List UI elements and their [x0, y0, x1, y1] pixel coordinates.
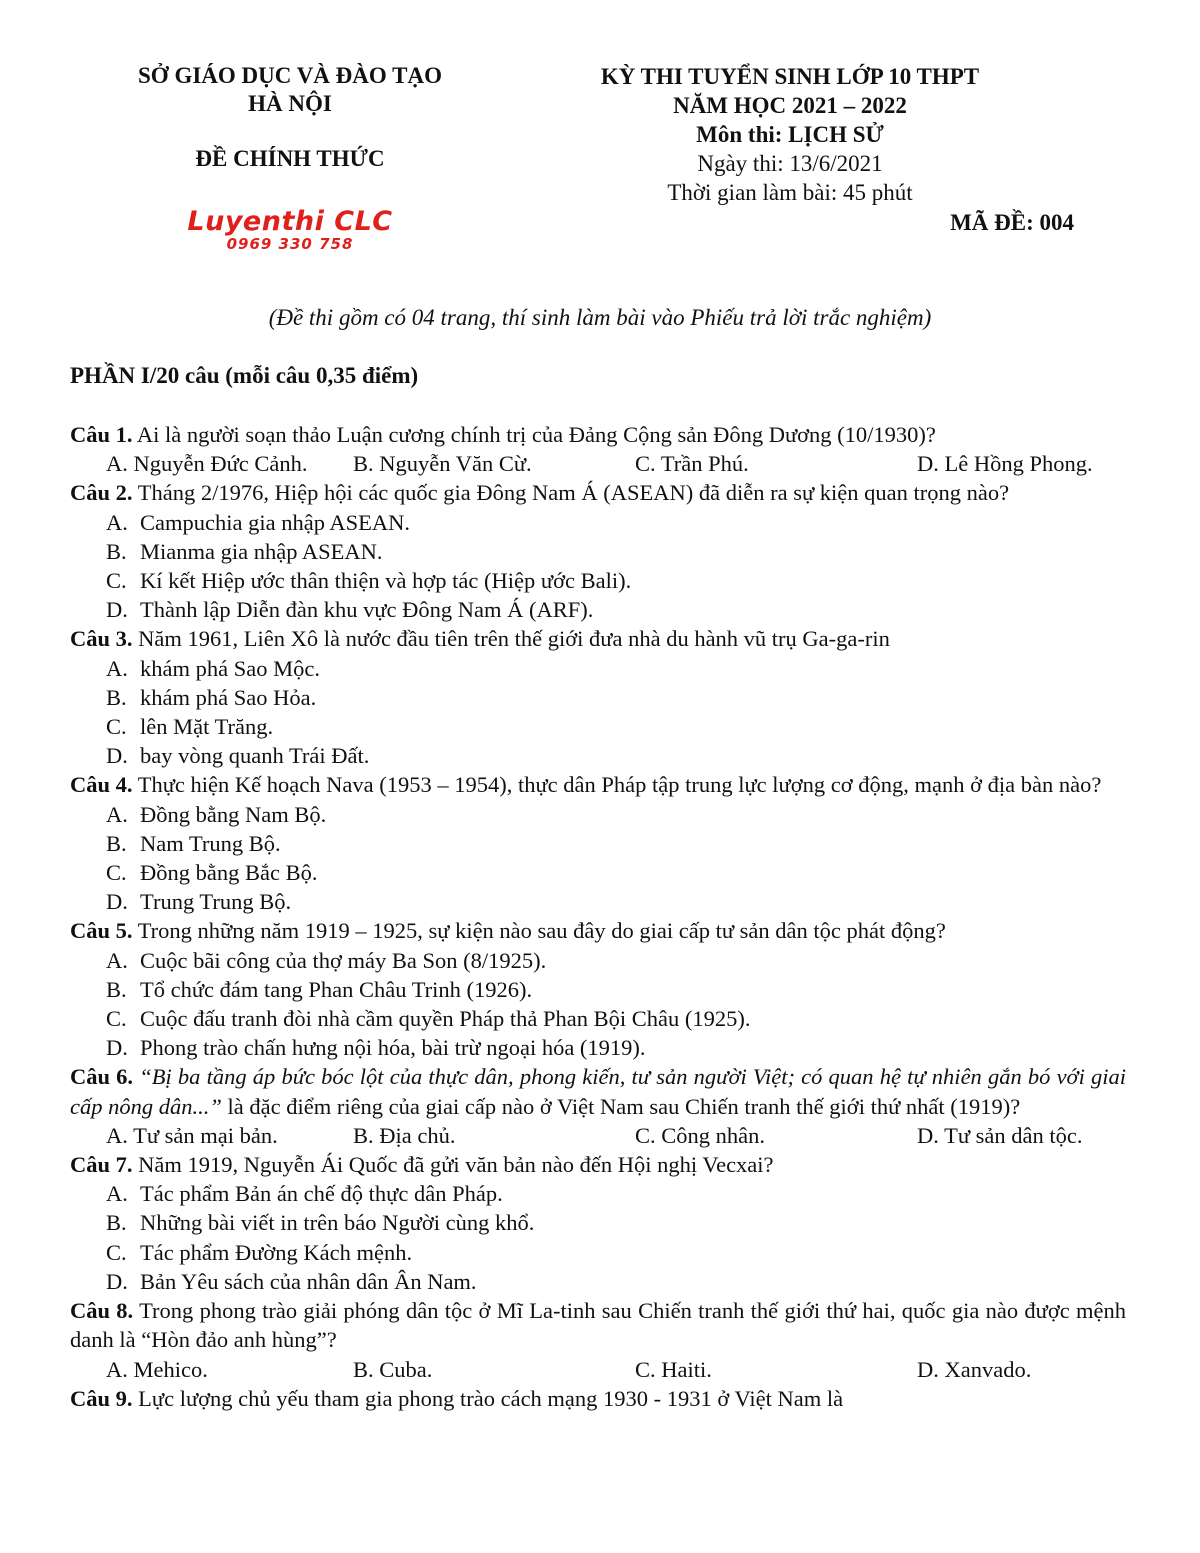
- question-text: Năm 1919, Nguyễn Ái Quốc đã gửi văn bản nào đến Hội nghị Vecxai?: [132, 1152, 774, 1178]
- option-a: A. Nguyễn Đức Cảnh.: [106, 451, 308, 477]
- option-a: A. khám phá Sao Mộc.: [106, 655, 320, 681]
- option-c: C. lên Mặt Trăng.: [106, 714, 274, 740]
- question-number: Câu 5.: [70, 918, 133, 944]
- question-number: Câu 4.: [70, 772, 133, 798]
- exam-code: MÃ ĐỀ: 004: [950, 210, 1074, 235]
- subject: Môn thi: LỊCH SỬ: [696, 122, 884, 147]
- option-c: C. Trần Phú.: [635, 451, 749, 477]
- option-b: B. khám phá Sao Hỏa.: [106, 684, 317, 710]
- exam-note: (Đề thi gồm có 04 trang, thí sinh làm bài vào Phiếu trả lời trắc nghiệm): [268, 305, 932, 330]
- part-title: PHẦN I/20 câu (mỗi câu 0,35 điểm): [70, 363, 419, 388]
- option-a: A. Cuộc bãi công của thợ máy Ba Son (8/1925).: [106, 947, 547, 973]
- question-2: [70, 478, 1126, 624]
- question-text: Trong những năm 1919 – 1925, sự kiện nào sau đây do giai cấp tư sản dân tộc phát động?: [132, 918, 946, 944]
- option-c: C. Haiti.: [635, 1356, 712, 1382]
- option-b: B. Địa chủ.: [353, 1122, 456, 1148]
- question-3: [70, 624, 1126, 770]
- question-6: [70, 1062, 1126, 1150]
- option-a: A. Tư sản mại bản.: [106, 1122, 278, 1148]
- option-d: D. Xanvado.: [917, 1356, 1032, 1382]
- question-text: Lực lượng chủ yếu tham gia phong trào cách mạng 1930 - 1931 ở Việt Nam là: [132, 1385, 844, 1411]
- issuer-line-1: SỞ GIÁO DỤC VÀ ĐÀO TẠO: [138, 63, 442, 88]
- option-a: A. Đồng bằng Nam Bộ.: [106, 801, 327, 827]
- exam-title: KỲ THI TUYỂN SINH LỚP 10 THPT: [600, 64, 980, 89]
- question-number: Câu 3.: [70, 626, 133, 652]
- school-year: NĂM HỌC 2021 – 2022: [673, 93, 907, 118]
- question-number: Câu 7.: [70, 1152, 133, 1178]
- option-b: B. Những bài viết in trên báo Người cùng khổ.: [106, 1210, 535, 1236]
- question-5: [70, 916, 1126, 1062]
- option-b: B. Tổ chức đám tang Phan Châu Trinh (1926).: [106, 976, 533, 1002]
- question-quote: “Bị ba tầng áp bức bóc lột của thực dân, phong kiến, tư sản người Việt; có quan hệ tự nhiên gắn bó với giai cấp nông dân...”: [70, 1064, 1126, 1119]
- question-text: Năm 1961, Liên Xô là nước đầu tiên trên thế giới đưa nhà du hành vũ trụ Ga-ga-rin: [132, 626, 890, 652]
- question-text: Tháng 2/1976, Hiệp hội các quốc gia Đông Nam Á (ASEAN) đã diễn ra sự kiện quan trọng nào?: [132, 480, 1010, 506]
- watermark-logo: [180, 208, 400, 252]
- options-row: [70, 1121, 1126, 1150]
- question-4: [70, 770, 1126, 916]
- option-d: D. bay vòng quanh Trái Đất.: [106, 743, 370, 769]
- question-number: Câu 6.: [70, 1064, 134, 1090]
- option-d: D. Lê Hồng Phong.: [917, 451, 1093, 477]
- question-number: Câu 1.: [70, 422, 133, 447]
- option-c: C. Đồng bằng Bắc Bộ.: [106, 860, 318, 886]
- option-b: B. Nguyễn Văn Cừ.: [353, 451, 532, 477]
- exam-date: Ngày thi: 13/6/2021: [697, 151, 883, 176]
- question-text: Thực hiện Kế hoạch Nava (1953 – 1954), thực dân Pháp tập trung lực lượng cơ động, mạnh ở địa bàn nào?: [132, 772, 1102, 798]
- option-c: C. Tác phẩm Đường Kách mệnh.: [106, 1239, 413, 1265]
- question-number: Câu 9.: [70, 1385, 133, 1411]
- logo-name: Luyenthi CLC: [187, 206, 393, 237]
- option-a: A. Tác phẩm Bản án chế độ thực dân Pháp.: [106, 1181, 503, 1207]
- question-7: [70, 1150, 1126, 1296]
- logo-phone: 0969 330 758: [226, 235, 354, 253]
- option-d: D. Tư sản dân tộc.: [917, 1122, 1083, 1148]
- exam-info-block: [520, 62, 1060, 207]
- option-d: D. Bản Yêu sách của nhân dân Ân Nam.: [106, 1268, 477, 1294]
- question-number: Câu 2.: [70, 480, 133, 506]
- option-a: A. Mehico.: [106, 1356, 208, 1382]
- issuer-block: [70, 62, 510, 173]
- option-c: C. Kí kết Hiệp ước thân thiện và hợp tác (Hiệp ước Bali).: [106, 568, 632, 594]
- issuer-line-2: HÀ NỘI: [248, 91, 332, 116]
- official-label: ĐỀ CHÍNH THỨC: [195, 146, 385, 171]
- question-9: [70, 1384, 1126, 1413]
- question-text: là đặc điểm riêng của giai cấp nào ở Việt Nam sau Chiến tranh thế giới thứ nhất (1919)?: [221, 1093, 1021, 1119]
- option-a: A. Campuchia gia nhập ASEAN.: [106, 509, 410, 535]
- question-1: [70, 420, 1126, 478]
- options-row: [70, 1355, 1126, 1384]
- option-d: D. Thành lập Diễn đàn khu vực Đông Nam Á (ARF).: [106, 597, 594, 623]
- options-row: [70, 449, 1126, 478]
- exam-duration: Thời gian làm bài: 45 phút: [667, 180, 913, 205]
- question-text: Trong phong trào giải phóng dân tộc ở Mĩ La-tinh sau Chiến tranh thế giới thứ hai, quốc gia nào được mệnh danh là “Hòn đảo anh hùng”?: [70, 1298, 1126, 1353]
- option-c: C. Cuộc đấu tranh đòi nhà cầm quyền Pháp thả Phan Bội Châu (1925).: [106, 1006, 751, 1032]
- option-d: D. Phong trào chấn hưng nội hóa, bài trừ ngoại hóa (1919).: [106, 1035, 646, 1061]
- question-8: [70, 1296, 1126, 1384]
- question-text: Ai là người soạn thảo Luận cương chính trị của Đảng Cộng sản Đông Dương (10/1930)?: [132, 422, 936, 447]
- question-list: [70, 420, 1126, 1413]
- option-b: B. Cuba.: [353, 1356, 433, 1382]
- option-d: D. Trung Trung Bộ.: [106, 889, 292, 915]
- question-number: Câu 8.: [70, 1298, 134, 1324]
- option-b: B. Mianma gia nhập ASEAN.: [106, 538, 383, 564]
- option-c: C. Công nhân.: [635, 1122, 766, 1148]
- option-b: B. Nam Trung Bộ.: [106, 830, 281, 856]
